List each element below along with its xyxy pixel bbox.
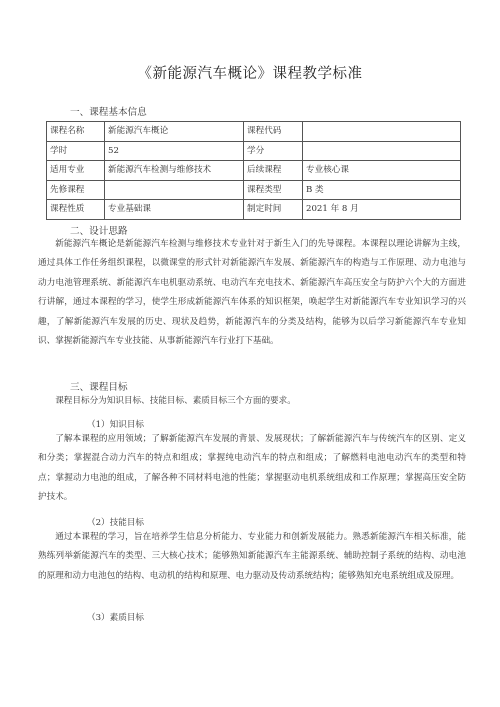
skill-goals-paragraph: 通过本课程的学习，旨在培养学生信息分析能力、专业能力和创新发展能力。熟悉新能源汽车相关标准，能熟练列举新能源汽车的类型、三大核心技术；能够熟知新能源汽车主能源系统、辅助控制子系统的结构、动电池的原理和动力电池包的结构、电动机的结构和原理、电力驱动及传动系统结构；能够熟知充电系统组成及原理。: [38, 532, 466, 581]
table-cell-value: [303, 122, 461, 142]
table-cell-label: 制定时间: [244, 200, 303, 220]
goals-intro: 课程目标分为知识目标、技能目标、素质目标三个方面的要求。: [55, 396, 296, 406]
section-heading-goals: 三、课程目标: [70, 382, 128, 393]
document-title: 《新能源汽车概论》课程教学标准: [137, 66, 363, 82]
course-info-table: [46, 121, 461, 220]
table-cell-label: 课程代码: [244, 122, 303, 142]
table-cell-value: 专业核心课: [303, 161, 461, 181]
table-row: [47, 161, 461, 181]
table-cell-label: 课程名称: [47, 122, 105, 142]
knowledge-goals-paragraph: 了解本课程的应用领域；了解新能源汽车发展的背景、发展现状；了解新能源汽车与传统汽车的区别、定义和分类；掌握混合动力汽车的特点和组成；掌握纯电动汽车的特点和组成；了解燃料电池电动汽车的类型和特点；掌握动力电池的组成，了解各种不同材料电池的性能；掌握驱动电机系统组成和工作原理；掌握高压安全防护技术。: [38, 434, 466, 503]
table-cell-label: 学时: [47, 141, 105, 161]
table-cell-value: B 类: [303, 180, 461, 200]
table-cell-label: 课程类型: [244, 180, 303, 200]
table-cell-value: 新能源汽车概论: [105, 122, 244, 142]
table-cell-value: [303, 141, 461, 161]
table-cell-label: 先修课程: [47, 180, 105, 200]
table-cell-label: 后续课程: [244, 161, 303, 181]
table-row: [47, 122, 461, 142]
table-cell-value: 2021 年 8 月: [303, 200, 461, 220]
table-cell-value: 52: [105, 141, 244, 161]
subheading-knowledge-goals: （1）知识目标: [87, 420, 145, 430]
table-cell-value: 新能源汽车检测与维修技术: [105, 161, 244, 181]
table-row: [47, 141, 461, 161]
table-cell-value: [105, 180, 244, 200]
table-row: [47, 200, 461, 220]
table-cell-label: 学分: [244, 141, 303, 161]
section-heading-basic-info: 一、课程基本信息: [70, 107, 147, 118]
table-row: [47, 180, 461, 200]
section-heading-design: 二、设计思路: [70, 226, 128, 237]
design-paragraph: 新能源汽车概论是新能源汽车检测与维修技术专业针对于新生入门的先导课程。本课程以理论讲解为主线，通过具体工作任务组织课程，以微课堂的形式针对新能源汽车发展、新能源汽车的构造与工作原理、动力电池与动力电池管理系统、新能源汽车电机驱动系统、电动汽车充电技术、新能源汽车高压安全与防护六个大的方面进行讲解，通过本课程的学习，使学生形成新能源汽车体系的知识框架，唤起学生对新能源汽车专业知识学习的兴趣，了解新能源汽车发展的历史、现状及趋势，新能源汽车的分类及结构，能够为以后学习新能源汽车专业知识、掌握新能源汽车专业技能、从事新能源汽车行业打下基础。: [38, 239, 466, 347]
table-cell-label: 适用专业: [47, 161, 105, 181]
subheading-skill-goals: （2）技能目标: [87, 518, 145, 528]
table-cell-label: 课程性质: [47, 200, 105, 220]
table-cell-value: 专业基础课: [105, 200, 244, 220]
subheading-quality-goals: （3）素质目标: [87, 613, 145, 623]
